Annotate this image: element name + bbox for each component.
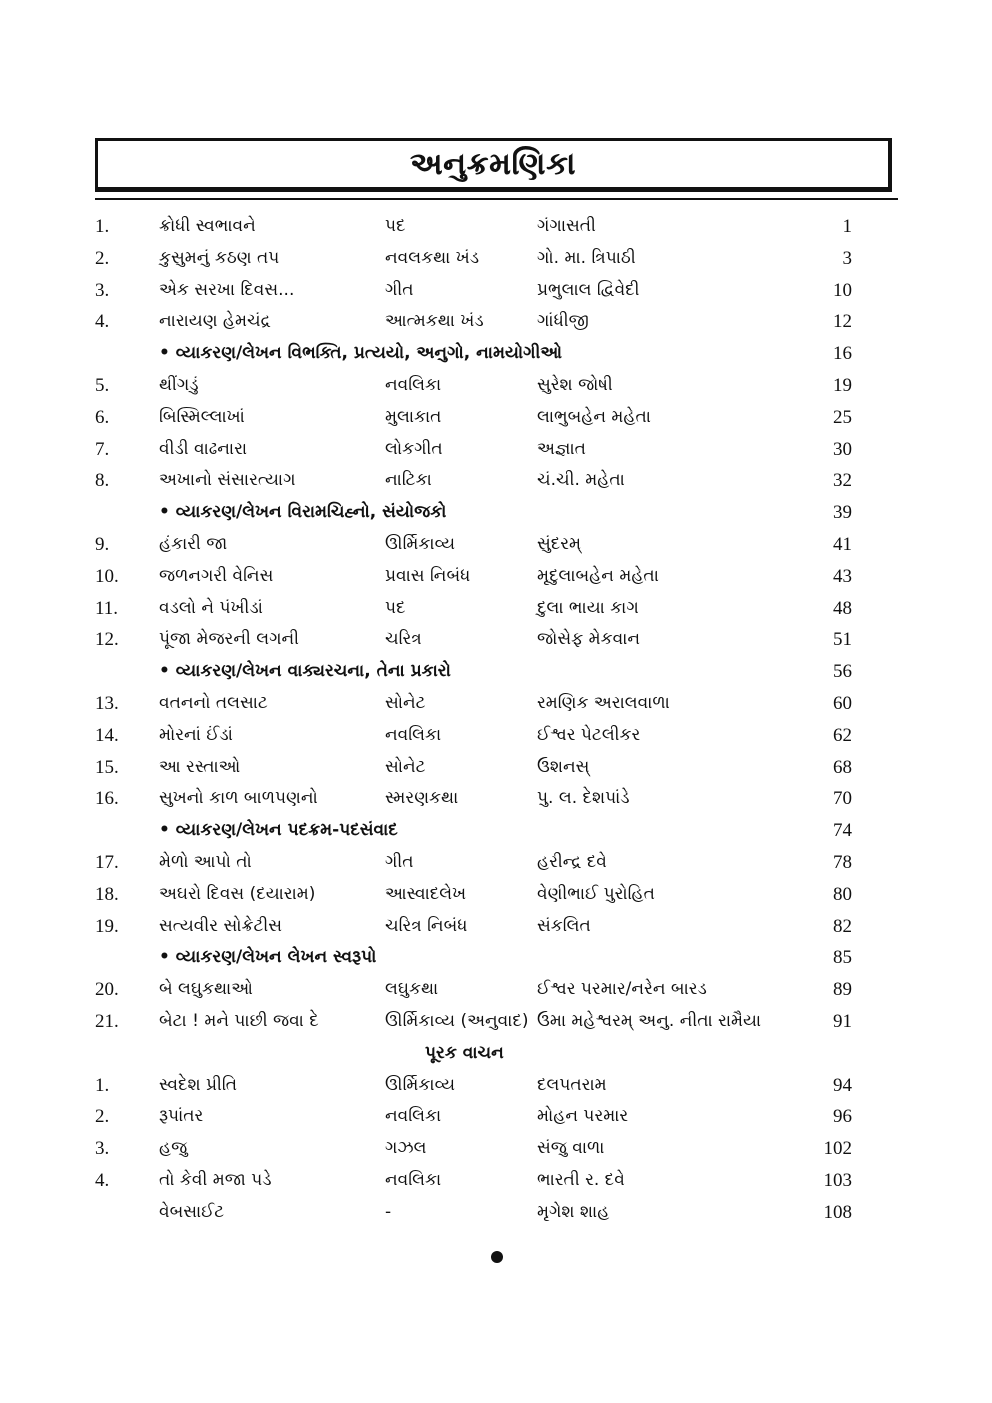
entry-title: અઘરો દિવસ (દયારામ) <box>159 883 316 904</box>
entry-genre: પદ <box>385 597 406 618</box>
entry-author: ઉશનસ્ <box>537 756 590 777</box>
entry-number: 20. <box>95 979 119 1001</box>
entry-author: મૃદુલાબહેન મહેતા <box>537 565 659 586</box>
entry-number: 6. <box>95 406 110 428</box>
entry-page: 1 <box>842 216 852 237</box>
entry-page: 80 <box>833 883 852 905</box>
entry-author: ચં.ચી. મહેતા <box>537 470 625 491</box>
entry-page: 103 <box>823 1169 852 1191</box>
entry-page: 60 <box>833 692 852 714</box>
entry-genre: ગઝલ <box>385 1138 427 1159</box>
entry-genre: આસ્વાદલેખ <box>385 883 467 904</box>
toc-row <box>95 434 852 466</box>
entry-author: પુ. લ. દેશપાંડે <box>537 788 630 809</box>
entry-genre: લોકગીત <box>385 438 443 459</box>
entry-number: 2. <box>95 247 110 269</box>
entry-page: 19 <box>833 374 852 396</box>
entry-genre: પ્રવાસ નિબંધ <box>385 565 471 586</box>
entry-author: દુલા ભાયા કાગ <box>537 597 639 618</box>
entry-genre: ગીત <box>385 851 414 872</box>
supplementary-row <box>95 1101 852 1133</box>
entry-title: આ રસ્તાઓ <box>159 756 241 777</box>
entry-number: 1. <box>95 216 110 237</box>
toc-row <box>95 879 852 911</box>
entry-author: વેણીભાઈ પુરોહિત <box>537 883 655 904</box>
entry-genre: ચરિત્ર નિબંધ <box>385 915 468 936</box>
entry-author: ઉમા મહેશ્વરમ્ અનુ. નીતા રામૈયા <box>537 1010 762 1031</box>
entry-genre: સોનેટ <box>385 756 426 777</box>
toc-row <box>95 974 852 1006</box>
entry-number: 3. <box>95 279 110 301</box>
entry-number: 10. <box>95 565 119 587</box>
entry-number: 4. <box>95 1169 110 1191</box>
entry-author: લાભુબહેન મહેતા <box>537 406 651 427</box>
toc-row <box>95 752 852 784</box>
entry-page: 82 <box>833 915 852 937</box>
entry-title: તો કેવી મજા પડે <box>159 1169 272 1190</box>
toc-row <box>95 1006 852 1038</box>
entry-page: 74 <box>833 820 852 842</box>
entry-title: ક્રોધી સ્વભાવને <box>159 216 256 236</box>
supplementary-row <box>95 1165 852 1197</box>
entry-page: 32 <box>833 470 852 492</box>
entry-title: અખાનો સંસારત્યાગ <box>159 470 296 491</box>
entry-number: 19. <box>95 915 119 937</box>
entry-title: • વ્યાકરણ/લેખન વિરામચિહ્નો, સંયોજકો <box>159 502 447 523</box>
entry-title: રૂપાંતર <box>159 1106 204 1127</box>
toc-row <box>95 306 852 338</box>
entry-page: 108 <box>823 1201 852 1223</box>
grammar-section-row <box>95 497 852 529</box>
entry-page: 25 <box>833 406 852 428</box>
entry-genre: મુલાકાત <box>385 406 442 427</box>
entry-genre: સ્મરણકથા <box>385 788 459 809</box>
entry-author: સુંદરમ્ <box>537 533 582 554</box>
table-of-contents <box>95 211 852 1229</box>
toc-row <box>95 783 852 815</box>
entry-genre: સોનેટ <box>385 692 426 713</box>
entry-genre: ઊર્મિકાવ્ય <box>385 1074 456 1095</box>
entry-number: 3. <box>95 1138 110 1160</box>
grammar-section-row <box>95 942 852 974</box>
entry-genre: ઊર્મિકાવ્ય (અનુવાદ) <box>385 1010 529 1031</box>
entry-page: 10 <box>833 279 852 301</box>
entry-title: • વ્યાકરણ/લેખન પદક્રમ-પદસંવાદ <box>159 820 398 841</box>
toc-row <box>95 275 852 307</box>
entry-title: થીંગડું <box>159 374 199 395</box>
entry-page: 91 <box>833 1010 852 1032</box>
entry-page: 102 <box>823 1138 852 1160</box>
entry-author: અજ્ઞાત <box>537 438 586 459</box>
entry-title: વતનનો તલસાટ <box>159 692 268 713</box>
entry-page: 56 <box>833 661 852 683</box>
toc-row <box>95 370 852 402</box>
entry-title: હંકારી જા <box>159 533 228 554</box>
entry-genre: લઘુકથા <box>385 979 439 1000</box>
entry-author: હરીન્દ્ર દવે <box>537 851 607 872</box>
toc-row <box>95 561 852 593</box>
entry-number: 17. <box>95 851 119 873</box>
entry-number: 7. <box>95 438 110 460</box>
page-marker-dot <box>491 1251 503 1263</box>
entry-page: 41 <box>833 533 852 555</box>
toc-row <box>95 593 852 625</box>
entry-page: 89 <box>833 979 852 1001</box>
toc-row <box>95 402 852 434</box>
supplementary-heading <box>95 1038 852 1070</box>
supplementary-row <box>95 1133 852 1165</box>
grammar-section-row <box>95 656 852 688</box>
entry-genre: - <box>385 1201 392 1222</box>
entry-author: ઈશ્વર પરમાર/નરેન બારડ <box>537 979 707 1000</box>
entry-title: પૂંજા મેજરની લગની <box>159 629 300 650</box>
entry-author: મૃગેશ શાહ <box>537 1201 610 1222</box>
toc-row <box>95 847 852 879</box>
entry-title: એક સરખા દિવસ... <box>159 279 295 300</box>
entry-genre: ચરિત્ર <box>385 629 422 650</box>
entry-author: જોસેફ મેકવાન <box>537 629 641 650</box>
entry-page: 94 <box>833 1074 852 1096</box>
entry-author: સંજુ વાળા <box>537 1138 605 1159</box>
title-box <box>95 138 892 192</box>
entry-author: ભારતી ર. દવે <box>537 1169 625 1190</box>
entry-author: સુરેશ જોષી <box>537 374 613 395</box>
entry-genre: નવલકથા ખંડ <box>385 247 480 268</box>
entry-genre: ગીત <box>385 279 414 300</box>
entry-title: વેબસાઈટ <box>159 1201 225 1222</box>
entry-author: ગાંધીજી <box>537 311 589 332</box>
entry-title: • વ્યાકરણ/લેખન લેખન સ્વરૂપો <box>159 947 377 968</box>
entry-genre: નવલિકા <box>385 1169 442 1190</box>
entry-page: 85 <box>833 947 852 969</box>
entry-author: દલપતરામ <box>537 1074 607 1095</box>
entry-author: રમણિક અરાલવાળા <box>537 692 670 713</box>
entry-title: નારાયણ હેમચંદ્ર <box>159 311 271 332</box>
entry-number: 21. <box>95 1010 119 1032</box>
entry-genre: ઊર્મિકાવ્ય <box>385 533 456 554</box>
toc-row <box>95 688 852 720</box>
entry-page: 39 <box>833 502 852 524</box>
entry-title: વડલો ને પંખીડાં <box>159 597 263 618</box>
entry-number: 18. <box>95 883 119 905</box>
entry-page: 62 <box>833 724 852 746</box>
title-rule <box>95 198 898 200</box>
entry-number: 2. <box>95 1106 110 1128</box>
entry-page: 12 <box>833 311 852 333</box>
entry-genre: પદ <box>385 216 406 236</box>
toc-row <box>95 243 852 275</box>
toc-row <box>95 720 852 752</box>
entry-number: 11. <box>95 597 119 619</box>
entry-number: 9. <box>95 533 110 555</box>
entry-title: જળનગરી વેનિસ <box>159 565 274 586</box>
entry-title: • વ્યાકરણ/લેખન વાક્યરચના, તેના પ્રકારો <box>159 661 451 682</box>
entry-author: પ્રભુલાલ દ્વિવેદી <box>537 279 640 300</box>
entry-title: બેટા ! મને પાછી જવા દે <box>159 1010 319 1031</box>
entry-genre: આત્મકથા ખંડ <box>385 311 484 332</box>
toc-row <box>95 624 852 656</box>
entry-title: વીડી વાઢનારા <box>159 438 248 459</box>
page-title: અનુક્રમણિકા <box>409 145 577 182</box>
entry-page: 16 <box>833 343 852 365</box>
entry-page: 43 <box>833 565 852 587</box>
entry-genre: નવલિકા <box>385 374 442 395</box>
entry-number: 4. <box>95 311 110 333</box>
entry-number: 16. <box>95 788 119 810</box>
entry-page: 3 <box>842 247 852 269</box>
entry-page: 30 <box>833 438 852 460</box>
entry-page: 51 <box>833 629 852 651</box>
entry-page: 96 <box>833 1106 852 1128</box>
toc-row <box>95 911 852 943</box>
entry-author: મોહન પરમાર <box>537 1106 629 1127</box>
supplementary-heading-text: પૂરક વાચન <box>425 1042 504 1063</box>
entry-page: 78 <box>833 851 852 873</box>
entry-page: 48 <box>833 597 852 619</box>
entry-number: 14. <box>95 724 119 746</box>
entry-title: બિસ્મિલ્લાખાં <box>159 406 245 427</box>
entry-number: 8. <box>95 470 110 492</box>
entry-author: સંકલિત <box>537 915 591 936</box>
grammar-section-row <box>95 815 852 847</box>
entry-title: કુસુમનું કઠણ તપ <box>159 247 280 268</box>
entry-number: 5. <box>95 374 110 396</box>
entry-number: 1. <box>95 1074 110 1096</box>
entry-title: મેળો આપો તો <box>159 851 252 872</box>
supplementary-row <box>95 1197 852 1229</box>
main-entries-list <box>95 211 852 1038</box>
entry-title: • વ્યાકરણ/લેખન વિભક્તિ, પ્રત્યયો, અનુગો, નામયોગીઓ <box>159 343 563 364</box>
entry-number: 15. <box>95 756 119 778</box>
toc-row <box>95 211 852 243</box>
entry-title: બે લઘુકથાઓ <box>159 979 253 1000</box>
entry-page: 70 <box>833 788 852 810</box>
supplementary-entries-list <box>95 1070 852 1229</box>
toc-row <box>95 465 852 497</box>
entry-number: 12. <box>95 629 119 651</box>
entry-genre: નવલિકા <box>385 1106 442 1127</box>
entry-page: 68 <box>833 756 852 778</box>
entry-title: સ્વદેશ પ્રીતિ <box>159 1074 238 1095</box>
supplementary-row <box>95 1070 852 1102</box>
entry-title: સત્યવીર સોક્રેટીસ <box>159 915 282 936</box>
entry-genre: નાટિકા <box>385 470 432 491</box>
grammar-section-row <box>95 338 852 370</box>
entry-title: સુખનો કાળ બાળપણનો <box>159 788 318 809</box>
toc-row <box>95 529 852 561</box>
entry-title: મોરનાં ઈંડાં <box>159 724 233 745</box>
entry-author: ઈશ્વર પેટલીકર <box>537 724 641 745</box>
entry-author: ગંગાસતી <box>537 216 596 236</box>
entry-title: હજુ <box>159 1138 188 1159</box>
entry-number: 13. <box>95 692 119 714</box>
entry-author: ગો. મા. ત્રિપાઠી <box>537 247 636 268</box>
entry-genre: નવલિકા <box>385 724 442 745</box>
